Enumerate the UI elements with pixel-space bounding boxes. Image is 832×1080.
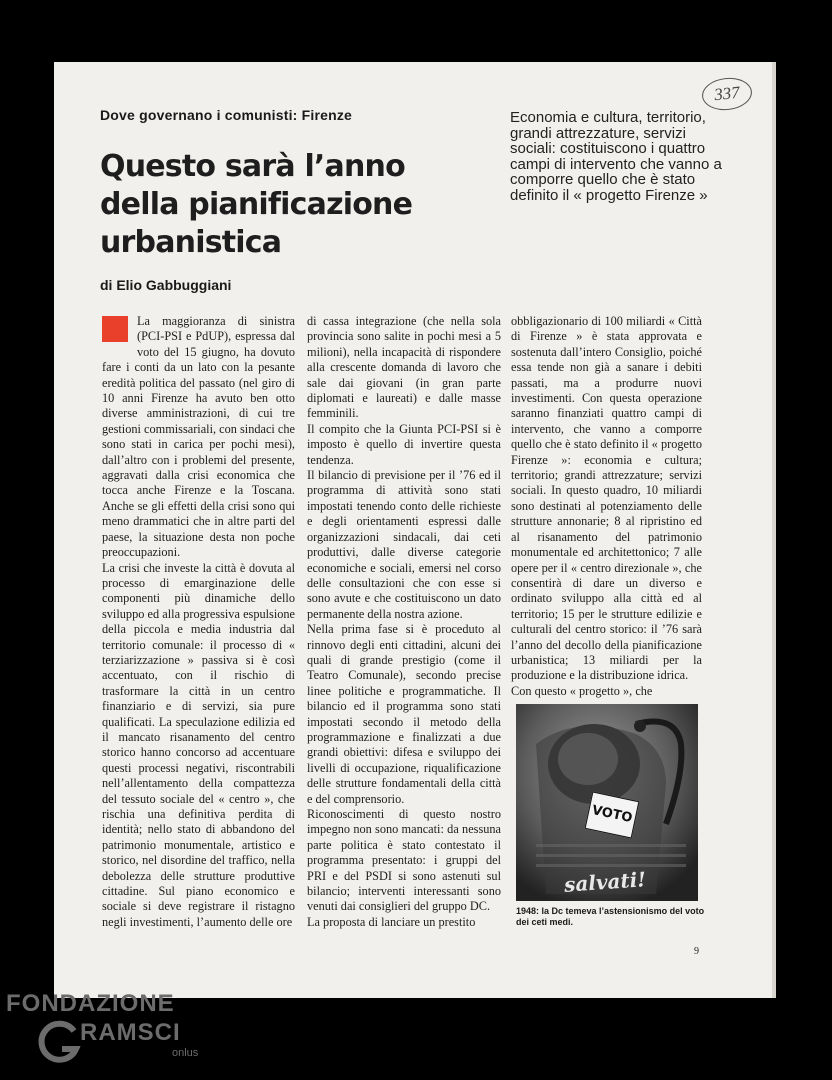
article-column-3 (511, 314, 702, 699)
article-paragraph: Il compito che la Giunta PCI-PSI si è imposto è quello di invertire questa tendenza. (307, 421, 501, 467)
election-poster-photo (516, 704, 698, 901)
article-paragraph: La proposta di lanciare un prestito (307, 914, 476, 929)
article-flow-3 (511, 314, 702, 699)
photo-caption: 1948: la Dc temeva l’astensionismo del voto dei ceti medi. (516, 906, 705, 927)
section-kicker: Dove governano i comunisti: Firenze (100, 107, 353, 123)
article-flow-2 (307, 314, 501, 930)
headline: Questo sarà l’anno della pianificazione urbanistica (100, 149, 413, 260)
voto-sign-text: VOTO (590, 802, 634, 827)
article-flow-1 (102, 314, 295, 930)
standfirst: Economia e cultura, territorio, grandi attrezzature, servizi sociali: costituiscono i quattro campi di intervento che vanno a comporre quello che è stato definito il « progetto Firenze » (510, 109, 722, 204)
accent-square (102, 316, 128, 342)
watermark-g-logo-icon (36, 1019, 84, 1067)
archive-number-stamp: 337 (700, 75, 753, 112)
article-column-1 (102, 314, 295, 944)
byline: di Elio Gabbuggiani (100, 277, 232, 293)
watermark-line1: FONDAZIONE (6, 990, 175, 1017)
article-paragraph: La crisi che investe la città è dovuta al processo di emarginazione delle componenti più dinamiche dello sviluppo ed alla progressiva espulsione della piccola e media industria dal territorio comunale: il processo di « terziarizzazione » passiva si è così accentuato, con il rischio di trasformare la città in un centro finanziario e di servizi, sia pure qualificati. La speculazione edilizia ed il mancato risanamento del centro storico hanno concorso ad accentuare questi processi negativi, riscontrabili nell’allentamento della compattezza del tessuto sociale del « centro », che rischia una definitiva perdita di identità; nello stato di abbandono del patrimonio monumentale, artistico e storico, nel disordine del traffico, nella debolezza delle strutture produttive cittadine. Sul piano economico e sociale si deve registrare il ristagno negli investimenti, l’aumento delle ore (102, 560, 295, 929)
article-paragraph: di cassa integrazione (che nella sola provincia sono salite in pochi mesi a 5 milioni), nella incapacità di rispondere alla crescente domanda di lavoro che sale dai giovani (in gran parte diplomati e laureati) e dalle masse femminili. (307, 314, 501, 421)
article-paragraph: Il bilancio di previsione per il ’76 ed il programma di attività sono stati impostati tenendo conto delle richieste e degli orientamenti espressi dalle organizzazioni sindacali, dai ceti produttivi, dalle diverse categorie economiche e sociali, emersi nel corso delle consultazioni che con esse si sono avute e che costituiscono un dato permanente della nostra azione. (307, 468, 501, 621)
article-paragraph: Nella prima fase si è proceduto al rinnovo degli enti cittadini, alcuni dei quali di grande prestigio (come il Teatro Comunale), secondo precise linee politiche e programmatiche. Il bilancio ed il programma sono stati impostati secondo il metodo della programmazione e finalizzati a due grandi obiettivi: difesa e sviluppo dei livelli di occupazione, riqualificazione delle strutture fondamentali della città e del comprensorio. (307, 622, 501, 806)
article-column-2 (307, 314, 501, 944)
watermark-onlus: onlus (172, 1047, 199, 1059)
magazine-page (54, 62, 776, 998)
article-paragraph: La maggioranza di sinistra (PCI-PSI e PdUP), espressa dal voto del 15 giugno, ha dovuto fare i conti da un lato con la pesante eredità politica del passato (nel giro di 10 anni Firenze ha avuto ben otto diverse amministrazioni, di cui tre gestioni commissariali, con sindaci che sono stati in carica per pochi mesi), dall’altro con i problemi del presente, aggravati dalla crisi economica che tocca anche Firenze e la Toscana. Anche se gli effetti della crisi sono qui meno drammatici che in altre parti del paese, la situazione desta non poche preoccupazioni. (102, 314, 295, 560)
article-paragraph: obbligazionario di 100 miliardi « Città di Firenze » è stata approvata e sostenuta dall’intero Consiglio, poiché essa tende non già a sanare i debiti passati, ma a produrre nuovi investimenti. Con questa operazione saranno finanziati quattro campi di intervento, che vanno a comporre quello che è stato definito il « progetto Firenze »: economia e cultura; territorio; grandi attrezzature; servizi sociali. In questo quadro, 10 miliardi sono destinati al potenziamento delle strutture annonarie; 8 al ripristino ed al risanamento del patrimonio monumentale ed architettonico; 7 alle opere per il « centro direzionale », che consentirà di dare un diverso e ordinato sviluppo alla città ed al territorio; 15 per le strutture edilizie e culturali del centro storico: il ’76 sarà l’anno del decollo della pianificazione urbanistica; 13 miliardi per la produzione e la distribuzione idrica. (511, 314, 702, 683)
poster-script-text: salvati! (563, 867, 647, 897)
page-number: 9 (694, 946, 699, 957)
watermark-line2-text: RAMSCI (80, 1019, 181, 1046)
article-paragraph: Con questo « progetto », che (511, 683, 653, 698)
page-edge (772, 62, 776, 998)
article-paragraph: Riconoscimenti di questo nostro impegno non sono mancati: da nessuna parte politica è stato contestato il programma presentato: i gruppi del PRI e del PSDI si sono astenuti sul bilancio; interventi interessanti sono venuti dai consiglieri del gruppo DC. (307, 807, 501, 914)
watermark-line2 (36, 1019, 236, 1079)
